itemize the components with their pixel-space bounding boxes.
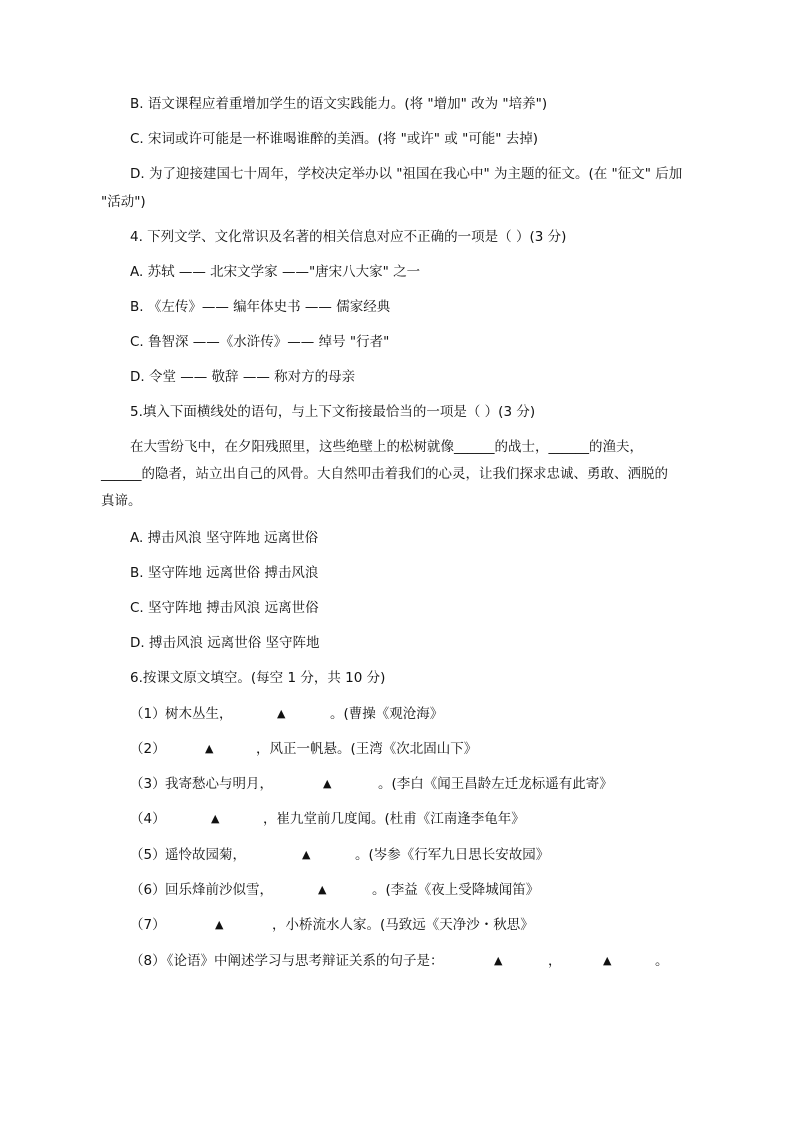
- q6-item-8-separator: ，: [548, 953, 562, 969]
- answer-blank-marker: ▲: [205, 742, 214, 755]
- q3-option-d: D. 为了迎接建国七十周年，学校决定举办以 "祖国在我心中" 为主题的征文。(在 "征文" 后加: [130, 166, 683, 182]
- q6-item-6-number: （6）: [130, 882, 166, 898]
- q6-item-5-number: （5）: [130, 847, 166, 863]
- answer-blank-marker: ▲: [494, 954, 503, 967]
- answer-blank-marker: ▲: [323, 777, 332, 790]
- q4-option-a: A. 苏轼 —— 北宋文学家 ——"唐宋八大家" 之一: [130, 264, 421, 280]
- q6-item-8-number: （8）: [130, 953, 166, 969]
- answer-blank-marker: ▲: [277, 707, 286, 720]
- q6-item-6-text: 回乐烽前沙似雪，: [165, 882, 273, 898]
- q5-passage-line-3: 真谛。: [101, 493, 142, 509]
- q6-item-2-source: ，风正一帆悬。(王湾《次北固山下》: [256, 741, 478, 757]
- q6-item-5-text: 遥怜故园菊，: [165, 847, 246, 863]
- q6-item-6-source: 。(李益《夜上受降城闻笛》: [372, 882, 540, 898]
- q6-item-7-number: （7）: [130, 917, 166, 933]
- q6-item-2-number: （2）: [130, 741, 166, 757]
- q6-item-1-source: 。(曹操《观沧海》: [330, 706, 444, 722]
- q3-option-c: C. 宋词或许可能是一杯谁喝谁醉的美酒。(将 "或许" 或 "可能" 去掉): [130, 131, 539, 147]
- q4-stem: 4. 下列文学、文化常识及名著的相关信息对应不正确的一项是（ ）(3 分): [130, 229, 567, 245]
- answer-blank-marker: ▲: [318, 883, 327, 896]
- q6-item-7-source: ，小桥流水人家。(马致远《天净沙・秋思》: [272, 917, 534, 933]
- q6-item-4-source: ，崔九堂前几度闻。(杜甫《江南逢李龟年》: [263, 811, 525, 827]
- answer-blank-marker: ▲: [302, 848, 311, 861]
- q6-item-5-source: 。(岑参《行军九日思长安故园》: [355, 847, 550, 863]
- q6-item-3-text: 我寄愁心与明月，: [165, 776, 273, 792]
- q4-option-d: D. 令堂 —— 敬辞 —— 称对方的母亲: [130, 369, 356, 385]
- q4-option-c: C. 鲁智深 ——《水浒传》—— 绰号 "行者": [130, 334, 390, 350]
- q6-item-4-number: （4）: [130, 811, 166, 827]
- q6-item-1-number: （1）: [130, 706, 166, 722]
- answer-blank-marker: ▲: [211, 812, 220, 825]
- q5-passage-line-2: ______的隐者，站立出自己的风骨。大自然叩击着我们的心灵，让我们探求忠诚、勇敢、洒脱的: [101, 466, 668, 482]
- q5-option-c: C. 坚守阵地 搏击风浪 远离世俗: [130, 600, 319, 616]
- q5-stem: 5.填入下面横线处的语句，与上下文衔接最恰当的一项是（ ）(3 分): [130, 404, 536, 420]
- q6-stem: 6.按课文原文填空。(每空 1 分，共 10 分): [130, 670, 386, 686]
- q3-option-d-continued: "活动"): [101, 194, 146, 210]
- q5-passage-line-1: 在大雪纷飞中，在夕阳残照里，这些绝壁上的松树就像______的战士，______的渔夫，: [130, 439, 643, 455]
- q3-option-b: B. 语文课程应着重增加学生的语文实践能力。(将 "增加" 改为 "培养"): [130, 96, 548, 112]
- q6-item-1-text: 树木丛生，: [165, 706, 233, 722]
- q6-item-3-source: 。(李白《闻王昌龄左迁龙标遥有此寄》: [378, 776, 613, 792]
- q5-option-b: B. 坚守阵地 远离世俗 搏击风浪: [130, 565, 319, 581]
- q6-item-8-text: 《论语》中阐述学习与思考辩证关系的句子是：: [160, 953, 444, 969]
- q5-option-d: D. 搏击风浪 远离世俗 坚守阵地: [130, 635, 320, 651]
- answer-blank-marker: ▲: [215, 918, 224, 931]
- answer-blank-marker: ▲: [603, 954, 612, 967]
- q5-option-a: A. 搏击风浪 坚守阵地 远离世俗: [130, 530, 319, 546]
- q6-item-8-end: 。: [655, 953, 669, 969]
- q6-item-3-number: （3）: [130, 776, 166, 792]
- q4-option-b: B. 《左传》—— 编年体史书 —— 儒家经典: [130, 299, 391, 315]
